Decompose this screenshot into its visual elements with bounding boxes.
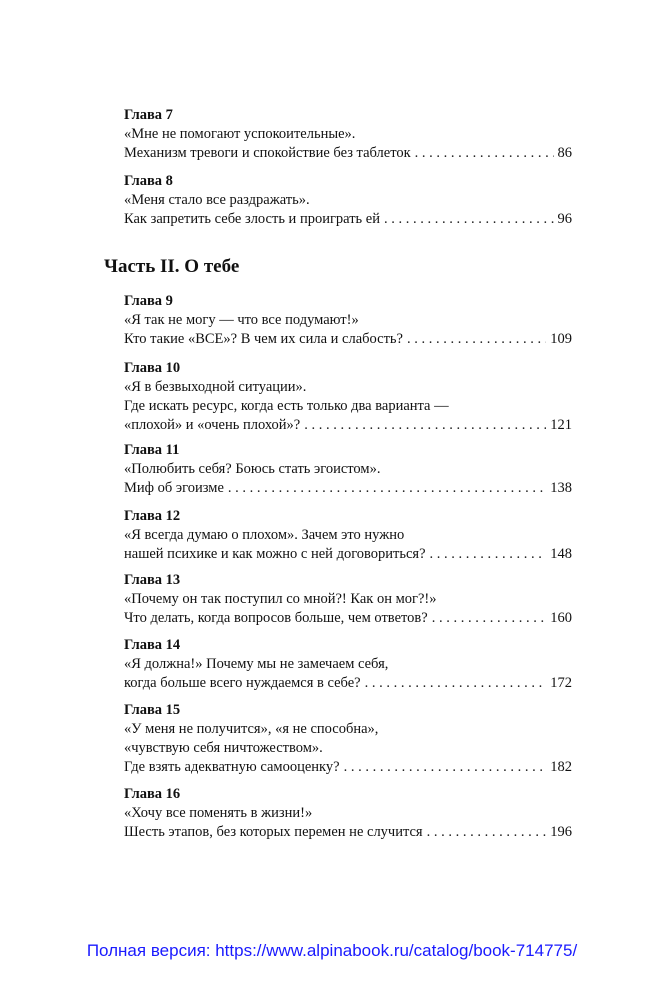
chapter-subtitle: «плохой» и «очень плохой»? [124,417,301,433]
chapter-title-last-line [124,330,572,349]
chapter-title-line: «Мне не помогают успокоительные». [124,126,356,142]
chapter-heading: Глава 15 [124,702,181,718]
chapter-heading: Глава 11 [124,442,180,458]
chapter-title-line: «Я должна!» Почему мы не замечаем себя, [124,656,389,672]
chapter-title-last-line [124,674,572,693]
chapter-subtitle: Кто такие «ВСЕ»? В чем их сила и слабость? [124,331,403,347]
dot-leader [304,416,546,435]
toc-entry-chapter-16[interactable] [124,785,572,842]
part-title: Часть II. О тебе [104,256,240,277]
dot-leader [365,674,547,693]
dot-leader [415,144,554,163]
chapter-title-line: «Я всегда думаю о плохом». Зачем это нужно [124,527,405,543]
dot-leader [432,609,547,628]
dot-leader [407,330,546,349]
toc-entry-chapter-9[interactable] [124,292,572,349]
chapter-heading: Глава 9 [124,293,173,309]
chapter-title-line: «Я в безвыходной ситуации». [124,379,307,395]
chapter-heading: Глава 10 [124,360,181,376]
chapter-subtitle: Где взять адекватную самооценку? [124,759,340,775]
chapter-title-last-line [124,144,572,163]
chapter-heading: Глава 8 [124,173,173,189]
chapter-title-last-line [124,609,572,628]
page-number: 121 [550,417,572,433]
toc-entry-chapter-15[interactable] [124,701,572,777]
toc-entry-chapter-8[interactable] [124,172,572,229]
chapter-heading: Глава 14 [124,637,181,653]
chapter-subtitle: Шесть этапов, без которых перемен не случится [124,824,423,840]
page-number: 172 [550,675,572,691]
page-number: 160 [550,610,572,626]
dot-leader [384,210,554,229]
chapter-subtitle: нашей психике и как можно с ней договориться? [124,546,426,562]
dot-leader [228,479,546,498]
chapter-title-line: Где искать ресурс, когда есть только два варианта — [124,398,449,414]
chapter-heading: Глава 16 [124,786,181,802]
page-number: 109 [550,331,572,347]
chapter-heading: Глава 13 [124,572,181,588]
chapter-title-last-line [124,479,572,498]
chapter-title-line: «чувствую себя ничтожеством». [124,740,323,756]
chapter-title-line: «Хочу все поменять в жизни!» [124,805,313,821]
chapter-title-line: «У меня не получится», «я не способна», [124,721,379,737]
chapter-title-line: «Почему он так поступил со мной?! Как он мог?!» [124,591,437,607]
toc-entry-chapter-13[interactable] [124,571,572,628]
page-number: 138 [550,480,572,496]
page-number: 86 [557,145,572,161]
chapter-title-line: «Я так не могу — что все подумают!» [124,312,359,328]
toc-entry-chapter-14[interactable] [124,636,572,693]
dot-leader [430,545,547,564]
toc-entry-chapter-12[interactable] [124,507,572,564]
page-number: 196 [550,824,572,840]
chapter-title-last-line [124,210,572,229]
full-version-link[interactable]: Полная версия: https://www.alpinabook.ru/catalog/book-714775/ [86,941,578,960]
chapter-heading: Глава 12 [124,508,181,524]
page-number: 148 [550,546,572,562]
chapter-subtitle: Как запретить себе злость и проиграть ей [124,211,380,227]
toc-entry-chapter-10[interactable] [124,359,572,435]
dot-leader [344,758,547,777]
chapter-title-last-line [124,416,572,435]
chapter-subtitle: Механизм тревоги и спокойствие без таблеток [124,145,411,161]
dot-leader [427,823,547,842]
page-number: 96 [557,211,572,227]
toc-entry-chapter-11[interactable] [124,441,572,498]
chapter-subtitle: Что делать, когда вопросов больше, чем ответов? [124,610,428,626]
chapter-title-last-line [124,545,572,564]
chapter-subtitle: когда больше всего нуждаемся в себе? [124,675,361,691]
chapter-title-last-line [124,758,572,777]
chapter-title-line: «Полюбить себя? Боюсь стать эгоистом». [124,461,381,477]
chapter-title-line: «Меня стало все раздражать». [124,192,310,208]
page-number: 182 [550,759,572,775]
chapter-title-last-line [124,823,572,842]
chapter-heading: Глава 7 [124,107,173,123]
chapter-subtitle: Миф об эгоизме [124,480,224,496]
toc-entry-chapter-7[interactable] [124,106,572,163]
